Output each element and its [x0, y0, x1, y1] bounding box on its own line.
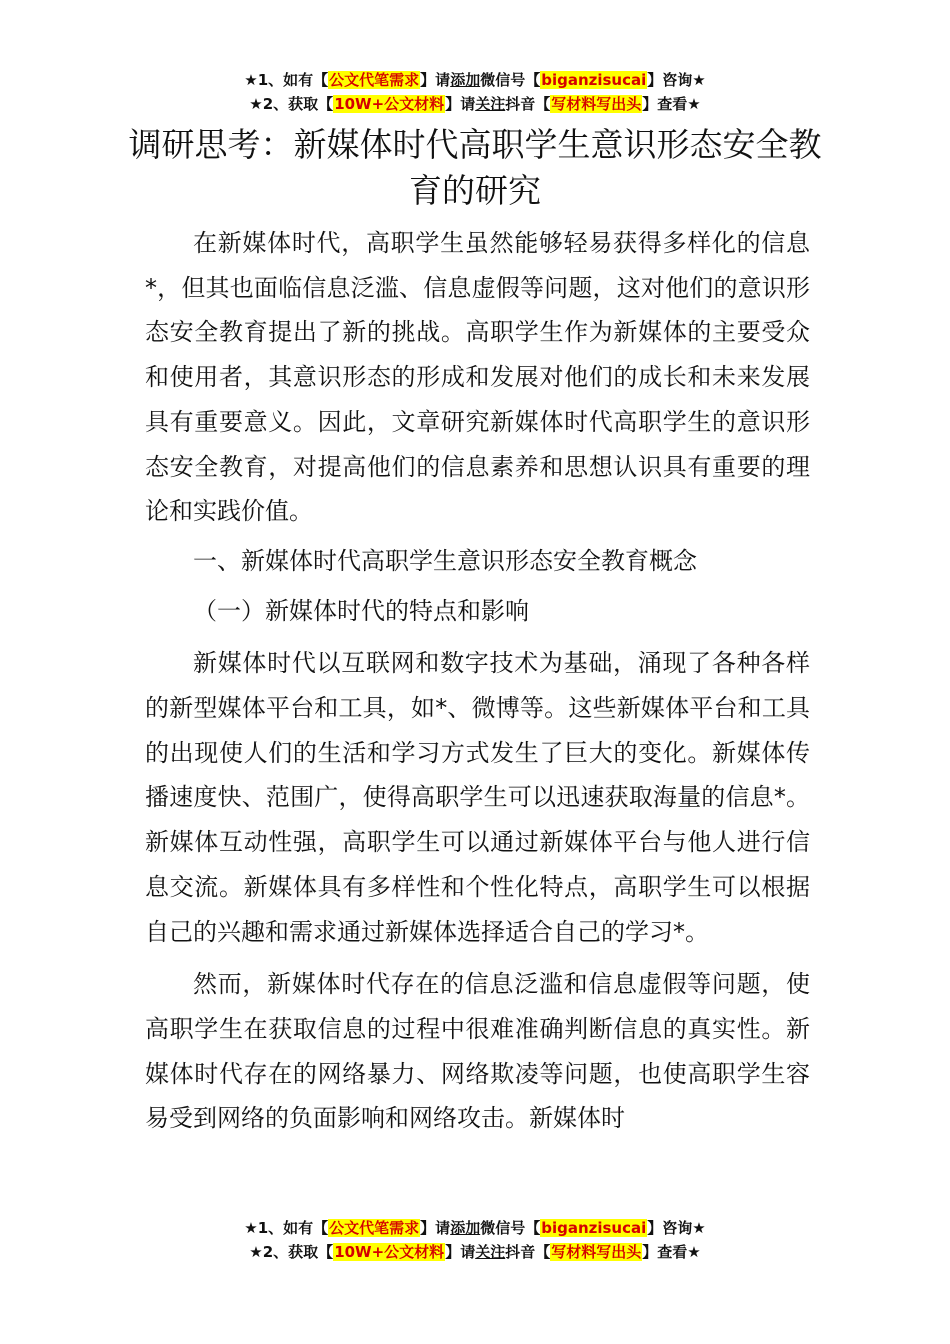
banner-highlight: 10W+公文材料: [334, 1243, 445, 1261]
banner-highlight: 10W+公文材料: [334, 95, 445, 113]
subsection-heading: （一）新媒体时代的特点和影响: [193, 596, 529, 625]
banner-douyin-id: 写材料写出头: [551, 95, 642, 113]
section-heading: 一、新媒体时代高职学生意识形态安全教育概念: [193, 546, 697, 575]
footer-banner: [0, 1216, 950, 1264]
document-title: 调研思考：新媒体时代高职学生意识形态安全教育的研究: [128, 125, 822, 210]
banner-wechat-id: biganzisucai: [541, 1219, 647, 1237]
banner-highlight: 公文代笔需求: [329, 71, 420, 89]
banner-wechat-id: biganzisucai: [541, 71, 647, 89]
paragraph: 然而，新媒体时代存在的信息泛滥和信息虚假等问题，使高职学生在获取信息的过程中很难准确判断信息的真实性。新媒体时代存在的网络暴力、网络欺凌等问题，也使高职学生容易受到网络的负面影响和网络攻击。新媒体时: [145, 970, 810, 1133]
banner-highlight: 公文代笔需求: [329, 1219, 420, 1237]
banner-line-1: ★1、如有【公文代笔需求】请添加微信号【biganzisucai】咨询★: [244, 1219, 706, 1237]
banner-douyin-id: 写材料写出头: [551, 1243, 642, 1261]
banner-line-2: ★2、获取【10W+公文材料】请关注抖音【写材料写出头】查看★: [249, 95, 701, 113]
header-banner: [0, 68, 950, 116]
document-body: [145, 221, 810, 1141]
banner-line-1: ★1、如有【公文代笔需求】请添加微信号【biganzisucai】咨询★: [244, 71, 706, 89]
paragraph: 新媒体时代以互联网和数字技术为基础，涌现了各种各样的新型媒体平台和工具，如*、微博等。这些新媒体平台和工具的出现使人们的生活和学习方式发生了巨大的变化。新媒体传播速度快、范围广，使得高职学生可以迅速获取海量的信息*。新媒体互动性强，高职学生可以通过新媒体平台与他人进行信息交流。新媒体具有多样性和个性化特点，高职学生可以根据自己的兴趣和需求通过新媒体选择适合自己的学习*。: [145, 649, 810, 946]
banner-line-2: ★2、获取【10W+公文材料】请关注抖音【写材料写出头】查看★: [249, 1243, 701, 1261]
paragraph: 在新媒体时代，高职学生虽然能够轻易获得多样化的信息*，但其也面临信息泛滥、信息虚假等问题，这对他们的意识形态安全教育提出了新的挑战。高职学生作为新媒体的主要受众和使用者，其意识形态的形成和发展对他们的成长和未来发展具有重要意义。因此，文章研究新媒体时代高职学生的意识形态安全教育，对提高他们的信息素养和思想认识具有重要的理论和实践价值。: [145, 229, 810, 526]
